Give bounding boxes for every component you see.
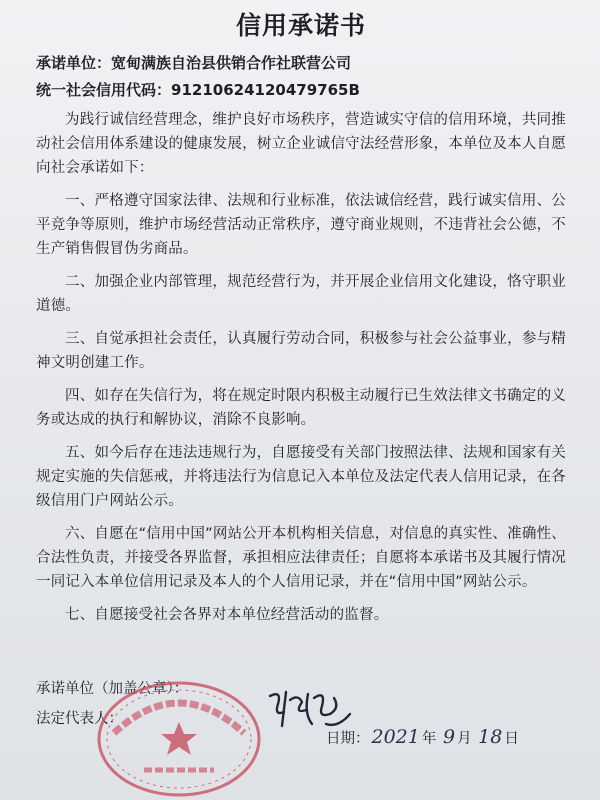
date-day-char: 日 xyxy=(504,731,519,747)
date-day: 18 xyxy=(478,726,503,748)
legal-rep-label: 法定代表人： xyxy=(36,711,123,727)
company-label: 承诺单位： xyxy=(36,54,112,72)
credit-code-line xyxy=(36,77,566,104)
commitment-6: 六、自愿在“信用中国”网站公开本机构相关信息，对信息的真实性、准确性、合法性负责，并接受各界监督，承担相应法律责任；自愿将本承诺书及其履行情况一同记入本单位信用记录及本人的个人信用记录，并在“信用中国”网站公示。 xyxy=(36,526,566,590)
date-month-char: 月 xyxy=(457,731,472,747)
commitment-7: 七、自愿接受社会各界对本单位经营活动的监督。 xyxy=(65,607,389,623)
commitment-2: 二、加强企业内部管理，规范经营行为，并开展企业信用文化建设，恪守职业道德。 xyxy=(36,274,566,314)
company-line xyxy=(36,50,566,77)
commitment-5: 五、如今后存在违法违规行为，自愿接受有关部门按照法律、法规和国家有关规定实施的失信惩戒，并将违法行为信息记入本单位及法定代表人信用记录，在各级信用门户网站公示。 xyxy=(36,445,566,509)
date-month: 9 xyxy=(442,726,456,748)
company-name: 宽甸满族自治县供销合作社联营公司 xyxy=(111,54,352,72)
document-title: 信用承诺书 xyxy=(235,11,366,40)
official-seal-icon xyxy=(94,678,264,800)
signature-block xyxy=(36,674,566,800)
commitment-3: 三、自觉承担社会责任，认真履行劳动合同，积极参与社会公益事业，参与精神文明创建工作。 xyxy=(36,331,566,371)
unit-seal-label: 承诺单位（加盖公章）： xyxy=(36,681,189,697)
credit-code-label: 统一社会信用代码： xyxy=(36,81,172,99)
date-line xyxy=(326,726,521,748)
date-year: 2021 xyxy=(371,726,420,748)
commitment-4: 四、如存在失信行为，将在规定时限内积极主动履行已生效法律文书确定的义务或达成的执行和解协议，消除不良影响。 xyxy=(36,388,566,428)
date-year-char: 年 xyxy=(421,731,437,747)
intro-paragraph: 为践行诚信经营理念，维护良好市场秩序，营造诚实守信的信用环境，共同推动社会信用体系建设的健康发展，树立企业诚信守法经营形象，本单位及本人自愿向社会承诺如下： xyxy=(36,112,566,176)
date-label: 日期： xyxy=(326,731,370,747)
credit-code-value: 91210624120479765B xyxy=(171,81,360,99)
commitment-1: 一、严格遵守国家法律、法规和行业标准，依法诚信经营，践行诚实信用、公平竞争等原则，维护市场经营活动正常秩序，遵守商业规则，不违背社会公德，不生产销售假冒伪劣商品。 xyxy=(36,193,566,257)
